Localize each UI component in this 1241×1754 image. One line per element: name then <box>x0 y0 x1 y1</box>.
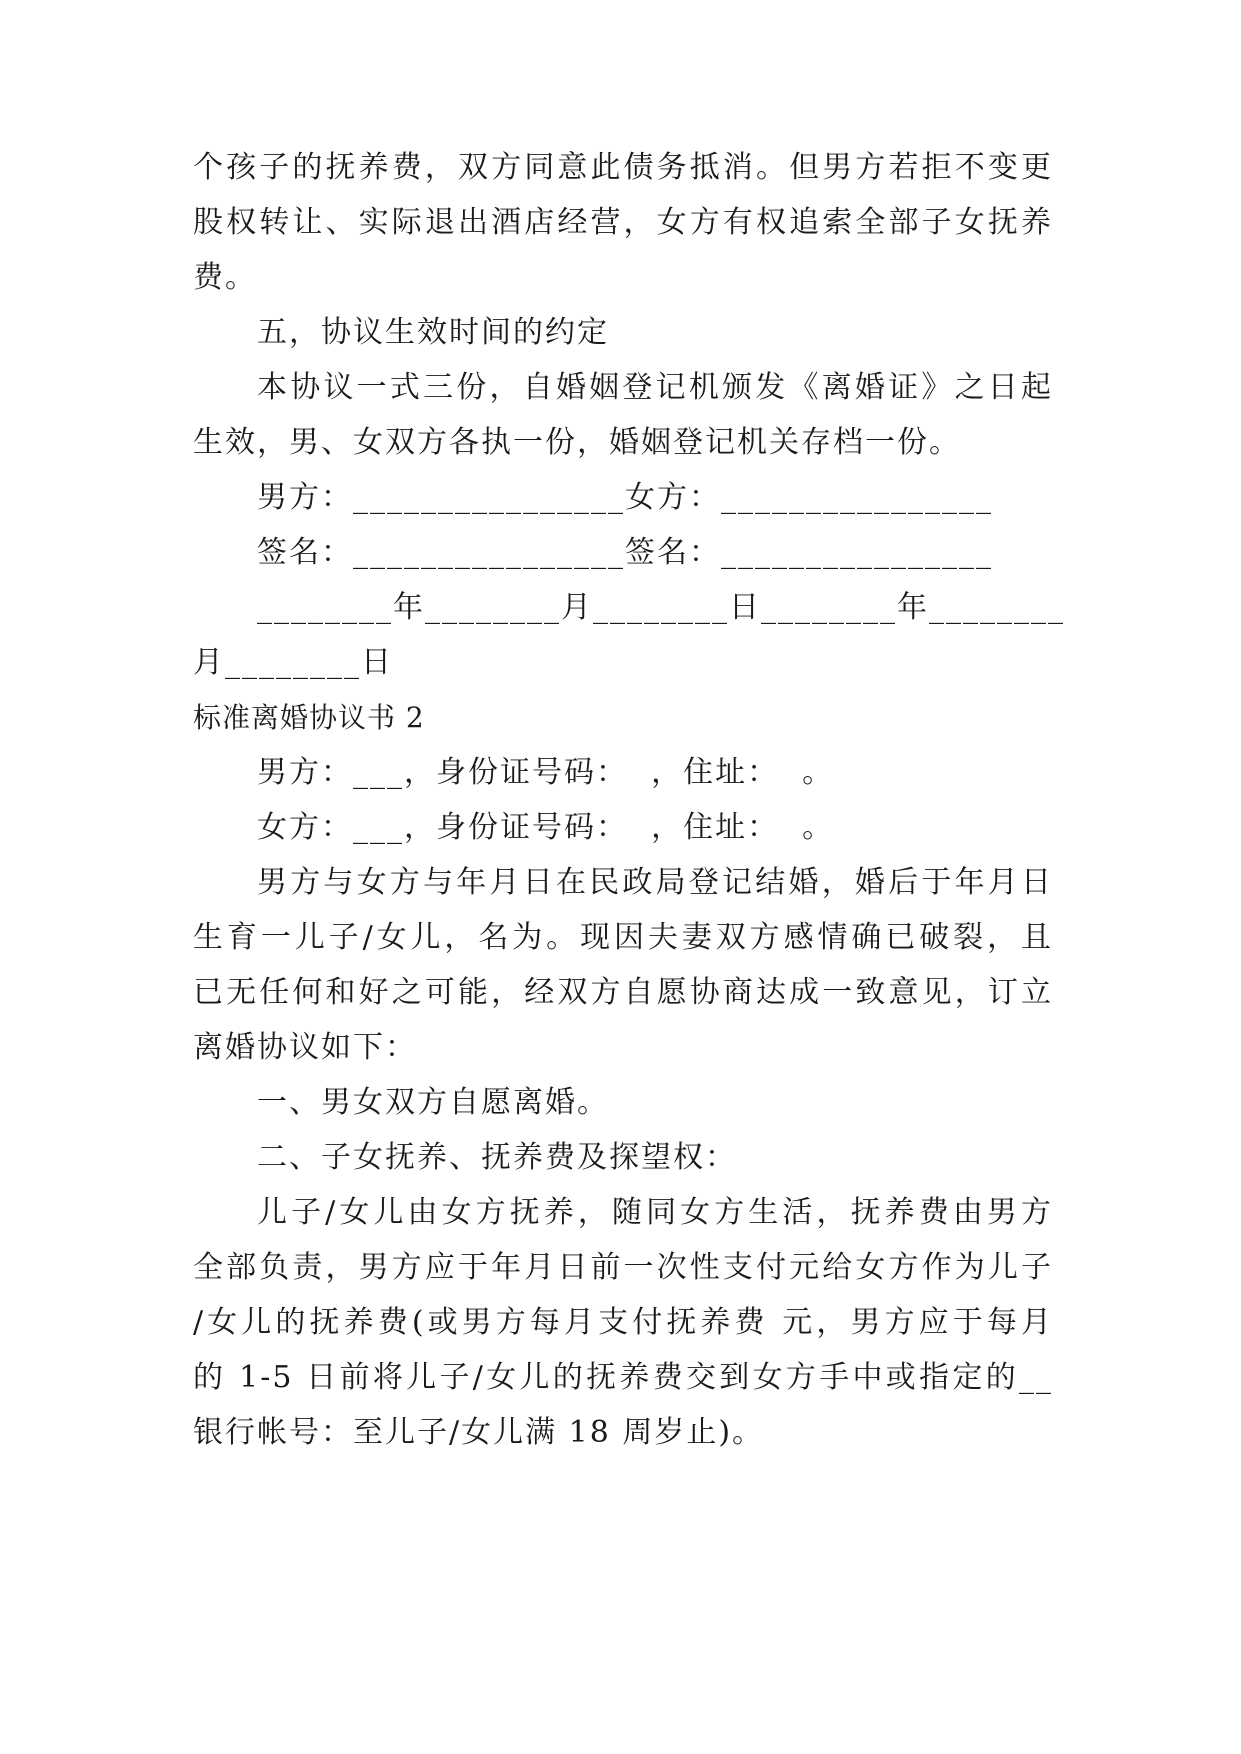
party-female-line: 女方：___，身份证号码： ，住址： 。 <box>257 810 835 845</box>
paragraph-line: 生育一儿子/女儿，名为。现因夫妻双方感情确已破裂，且 <box>193 920 1053 955</box>
paragraph-line: 本协议一式三份，自婚姻登记机颁发《离婚证》之日起 <box>257 370 1053 405</box>
paragraph-line: 儿子/女儿由女方抚养，随同女方生活，抚养费由男方 <box>257 1195 1053 1230</box>
paragraph-line: 的 1-5 日前将儿子/女儿的抚养费交到女方手中或指定的__ <box>193 1360 1053 1395</box>
paragraph-line: 银行帐号：至儿子/女儿满 18 周岁止)。 <box>193 1415 765 1450</box>
signature-line-name: 男方：________________女方：________________ <box>257 480 993 515</box>
paragraph-line: 全部负责，男方应于年月日前一次性支付元给女方作为儿子 <box>193 1250 1053 1285</box>
paragraph-line: 男方与女方与年月日在民政局登记结婚，婚后于年月日 <box>257 865 1053 900</box>
date-line: ________年________月________日________年________ <box>257 590 1065 625</box>
clause-heading: 二、子女抚养、抚养费及探望权： <box>257 1140 737 1175</box>
clause-heading: 一、男女双方自愿离婚。 <box>257 1085 609 1120</box>
paragraph-line: 生效，男、女双方各执一份，婚姻登记机关存档一份。 <box>193 425 961 460</box>
party-male-line: 男方：___，身份证号码： ，住址： 。 <box>257 755 835 790</box>
signature-line-sign: 签名：________________签名：________________ <box>257 535 993 570</box>
paragraph-line: 股权转让、实际退出酒店经营，女方有权追索全部子女抚养 <box>193 205 1053 240</box>
date-line: 月________日 <box>193 645 393 680</box>
paragraph-line: 个孩子的抚养费，双方同意此债务抵消。但男方若拒不变更 <box>193 150 1053 185</box>
section-heading: 五，协议生效时间的约定 <box>257 315 609 350</box>
paragraph-line: 已无任何和好之可能，经双方自愿协商达成一致意见，订立 <box>193 975 1053 1010</box>
document-title: 标准离婚协议书 2 <box>193 701 425 734</box>
paragraph-line: 离婚协议如下： <box>193 1030 417 1065</box>
paragraph-line: /女儿的抚养费(或男方每月支付抚养费 元，男方应于每月 <box>193 1305 1053 1340</box>
paragraph-line: 费。 <box>193 260 257 295</box>
